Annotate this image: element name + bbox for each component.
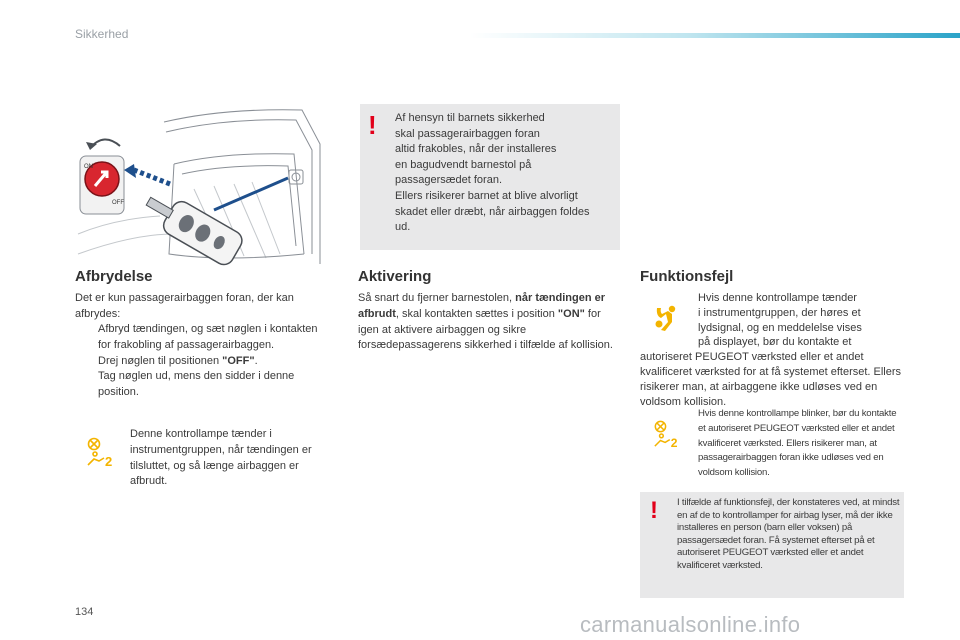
- warning-line: Af hensyn til barnets sikkerhed: [395, 112, 545, 124]
- warning-line: Ellers risikerer barnet at blive alvorligt: [395, 189, 578, 202]
- afbrydelse-intro: Det er kun passagerairbaggen foran, der kan afbrydes:: [75, 292, 294, 320]
- svg-text:2: 2: [670, 436, 678, 448]
- aktivering-segment: for igen at aktivere airbaggen og sikre forsædepassagerens sikkerhed i tilfælde af kollision.: [358, 307, 613, 352]
- warning-line: altid frakobles, når der installeres: [395, 143, 557, 156]
- svg-text:2: 2: [105, 454, 113, 467]
- list-item: [75, 369, 327, 401]
- watermark: carmanualsonline.info: [580, 612, 801, 637]
- child-seat-warning-box: [360, 104, 620, 250]
- step-text: .: [254, 354, 258, 367]
- fault-warning-box: [640, 492, 904, 598]
- step-text: Afbryd tændingen, og sæt nøglen i kontakten for frakobling af passagerairbaggen.: [98, 323, 318, 351]
- funktionsfejl-line: på displayet, bør du kontakte et: [698, 336, 852, 349]
- page-number: 134: [75, 606, 94, 618]
- warning-line: ud.: [395, 221, 411, 234]
- header-accent-line: [470, 33, 960, 38]
- funktionsfejl-line: i instrumentgruppen, der høres et: [698, 306, 861, 319]
- warning-line: skadet eller dræbt, når airbaggen foldes: [395, 205, 590, 218]
- airbag-off-warning-lamp-icon: [85, 437, 117, 467]
- aktivering-segment: , skal kontakten sættes i position: [395, 307, 558, 320]
- afbrydelse-heading: Afbrydelse: [75, 268, 153, 285]
- child-seat-warning-text: [395, 111, 617, 236]
- funktionsfejl-heading: Funktionsfejl: [640, 268, 734, 285]
- fault-warning-text: I tilfælde af funktionsfejl, der konstateres ved, at mindst en af de to kontrollamper for airbag lyser, må der ikke installeres en person (barn eller voksen) på passagersædet foran. Få systemet efterset på et autoriseret PEUGEOT værksted eller et andet kvalificeret værksted.: [677, 497, 900, 571]
- aktivering-emphasis: "ON": [557, 307, 585, 320]
- list-item: [75, 322, 327, 354]
- step-text: Tag nøglen ud, mens den sidder i denne position.: [98, 370, 295, 399]
- funktionsfejl-text: [640, 291, 906, 409]
- funktionsfejl-rest: autoriseret PEUGEOT værksted eller et andet kvalificeret værksted for at få systemet efterset. Ellers risikerer man, at airbaggene ikke udløses ved en voldsom kollision.: [640, 351, 902, 408]
- list-item: [75, 354, 327, 370]
- step-text: Drej nøglen til positionen: [98, 354, 223, 367]
- afbrydelse-steps: [75, 322, 327, 401]
- warning-line: passagersædet foran.: [395, 174, 503, 187]
- funktionsfejl-line: Hvis denne kontrollampe tænder: [698, 292, 857, 304]
- aktivering-emphasis: når tændingen er afbrudt: [358, 292, 605, 320]
- funktionsfejl-line: lydsignal, og en meddelelse vises: [698, 321, 862, 334]
- exclamation-icon: !: [368, 110, 377, 140]
- aktivering-text: [358, 291, 620, 354]
- exclamation-icon: !: [650, 497, 658, 524]
- svg-text:ON: ON: [84, 164, 93, 170]
- blinking-lamp-description: Hvis denne kontrollampe blinker, bør du kontakte et autoriseret PEUGEOT værksted eller et andet kvalificeret værksted. Ellers risikerer man, at passagerairbaggen foran ikke udløses ved en voldsom kollision.: [698, 408, 897, 479]
- step-emphasis: "OFF": [222, 354, 255, 367]
- airbag-off-lamp-description: Denne kontrollampe tænder i instrumentgruppen, når tændingen er tilsluttet, og så længe airbaggen er afbrudt.: [130, 428, 312, 488]
- airbag-off-warning-lamp-icon: [652, 420, 682, 448]
- aktivering-segment: Så snart du fjerner barnestolen,: [358, 292, 516, 304]
- svg-text:OFF: OFF: [112, 200, 124, 206]
- warning-line: en bagudvendt barnestol på: [395, 158, 532, 171]
- section-title: Sikkerhed: [75, 27, 129, 41]
- warning-line: skal passagerairbaggen foran: [395, 127, 540, 140]
- key-ignition-airbag-switch-icon: [74, 104, 324, 268]
- aktivering-heading: Aktivering: [358, 268, 432, 285]
